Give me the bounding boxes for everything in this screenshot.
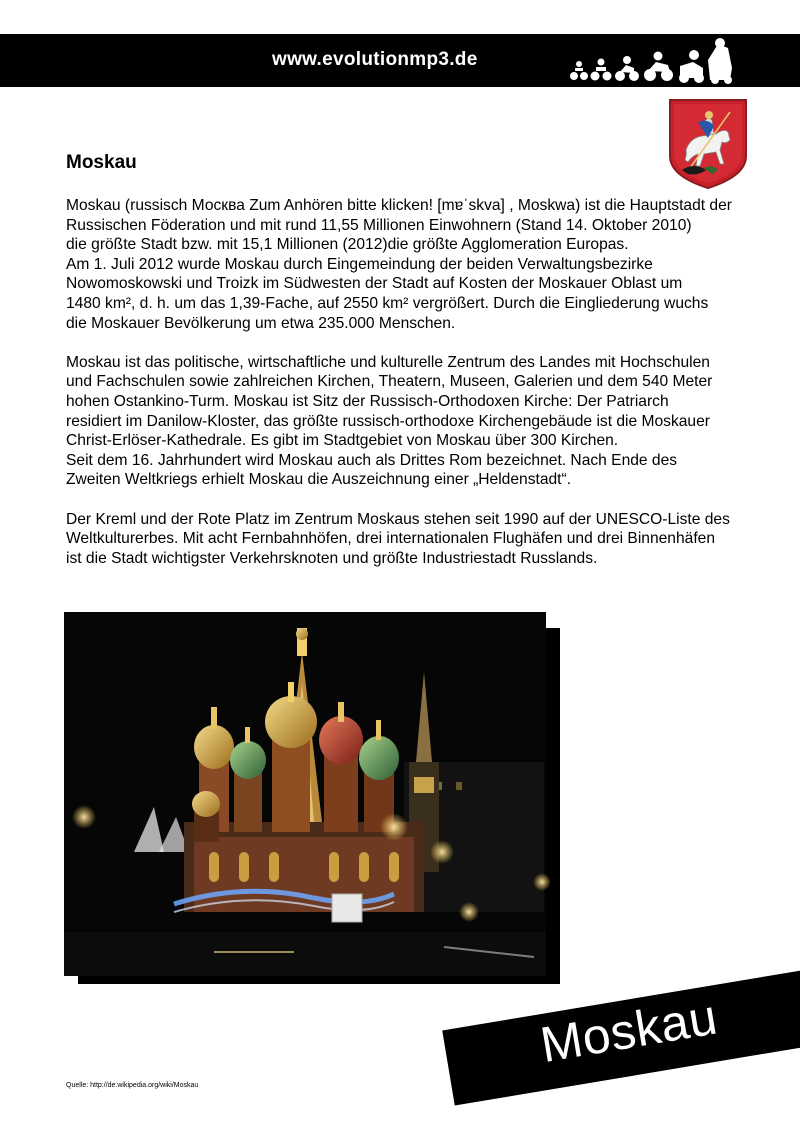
text-line: Russischen Föderation und mit rund 11,55 Millionen Einwohnern (Stand 14. Oktober 2010) [66,216,692,234]
text-line: Zweiten Weltkriegs erhielt Moskau die Auszeichnung einer „Heldenstadt“. [66,471,572,489]
article-body [66,196,766,588]
text-line: Weltkulturerbes. Mit acht Fernbahnhöfen, drei internationalen Flughäfen und drei Binnenhäfen [66,530,715,548]
source-note[interactable]: Quelle: http://de.wikipedia.org/wiki/Moskau [66,1082,199,1089]
title-banner [442,970,800,1105]
text-line: 1480 km², d. h. um das 1,39-Fache, auf 2550 km² vergrößert. Durch die Eingliederung wuchs [66,294,709,312]
text-line: Der Kreml und der Rote Platz im Zentrum Moskaus stehen seit 1990 auf der UNESCO-Liste des [66,510,730,528]
text-line: hohen Ostankino-Turm. Moskau ist Sitz der Russisch-Orthodoxen Kirche: Der Patriarch [66,392,669,410]
motorcycle-silhouettes-icon [568,38,733,84]
text-line: und Fachschulen sowie zahlreichen Kirchen, Theatern, Museen, Galerien und dem 540 Meter [66,373,713,391]
text-line: die größte Stadt bzw. mit 15,1 Millionen (2012)die größte Agglomeration Europas. [66,236,629,254]
text-line: ist die Stadt wichtigster Verkehrsknoten und größte Industriestadt Russlands. [66,549,598,567]
text-line: Am 1. Juli 2012 wurde Moskau durch Eingemeindung der beiden Verwaltungsbezirke [66,255,653,273]
text-line: residiert im Danilow-Kloster, das größte russisch-orthodoxe Kirchengebäude ist die Moskauer [66,412,710,430]
text-line: Moskau ist das politische, wirtschaftliche und kulturelle Zentrum des Landes mit Hochschulen [66,353,710,371]
text-line: Christ-Erlöser-Kathedrale. Es gibt im Stadtgebiet von Moskau über 300 Kirchen. [66,432,619,450]
site-url[interactable]: www.evolutionmp3.de [272,49,478,70]
paragraph-1 [66,196,766,333]
moscow-coat-of-arms-icon [668,98,748,190]
banner-text: Moskau [536,988,722,1074]
text-line: Seit dem 16. Jahrhundert wird Moskau auch als Drittes Rom bezeichnet. Nach Ende des [66,451,678,469]
st-basils-cathedral-night-photo [64,612,560,988]
paragraph-2 [66,353,766,490]
paragraph-3 [66,510,766,569]
text-line: Nowomoskowski und Troizk im Südwesten der Stadt auf Kosten der Moskauer Oblast um [66,275,683,293]
header-bar [0,34,800,87]
article-title: Moskau [66,152,137,173]
text-line: Moskau (russisch Москва Zum Anhören bitte klicken! [mɐˈskva] , Moskwa) ist die Hauptstadt der [66,197,732,214]
text-line: die Moskauer Bevölkerung um etwa 235.000 Menschen. [66,314,456,332]
